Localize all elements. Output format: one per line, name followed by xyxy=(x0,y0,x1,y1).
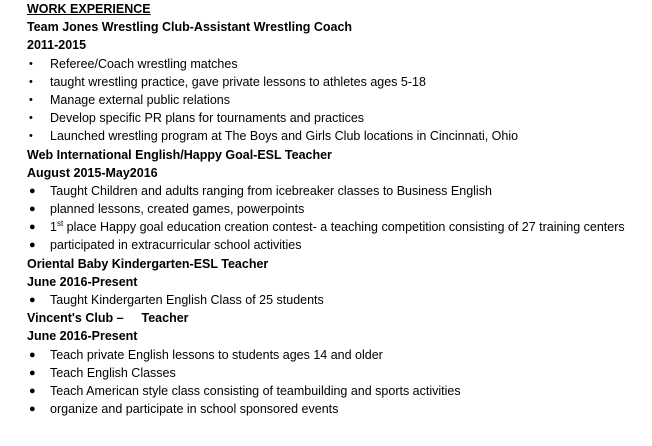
job-title-org: Vincent's Club – xyxy=(27,311,124,326)
job-entry xyxy=(27,255,647,310)
list-item xyxy=(27,55,647,73)
list-item xyxy=(27,182,647,200)
bullet-icon: ● xyxy=(29,184,36,197)
list-item-text: Teach English Classes xyxy=(50,365,176,380)
list-item xyxy=(27,236,647,254)
list-item xyxy=(27,127,647,145)
job-dates: June 2016-Present xyxy=(27,274,138,289)
list-item-text: Taught Kindergarten English Class of 25 students xyxy=(50,293,324,308)
bullet-icon: • xyxy=(29,112,33,125)
list-item xyxy=(27,382,647,400)
bullet-icon: ● xyxy=(29,384,36,397)
award-number: 1 xyxy=(50,220,57,235)
bullet-icon: ● xyxy=(29,366,36,379)
bullet-icon: • xyxy=(29,130,33,143)
section-title: WORK EXPERIENCE xyxy=(27,2,151,16)
bullet-icon: • xyxy=(29,93,33,106)
job-entry xyxy=(27,18,647,145)
bullet-icon: ● xyxy=(29,348,36,361)
list-item xyxy=(27,73,647,91)
list-item-text: Teach American style class consisting of teambuilding and sports activities xyxy=(50,383,461,398)
list-item xyxy=(27,109,647,127)
list-item-text: Manage external public relations xyxy=(50,92,230,107)
list-item xyxy=(27,346,647,364)
list-item-text: planned lessons, created games, powerpoints xyxy=(50,202,305,217)
bullet-icon: • xyxy=(29,75,33,88)
job-dates: June 2016-Present xyxy=(27,329,138,344)
list-item xyxy=(27,91,647,109)
list-item-text: Teach private English lessons to students ages 14 and older xyxy=(50,347,383,362)
bullet-icon: ● xyxy=(29,294,36,307)
list-item-text: participated in extracurricular school activities xyxy=(50,238,302,253)
list-item xyxy=(27,200,647,218)
bullet-icon: ● xyxy=(29,403,36,416)
job-title: Web International English/Happy Goal-ESL Teacher xyxy=(27,147,332,162)
job-title xyxy=(27,309,647,327)
award-text: place Happy goal education creation contest- a teaching competition consisting of 27 training centers xyxy=(63,220,625,235)
job-dates: August 2015-May2016 xyxy=(27,165,158,180)
bullet-icon: • xyxy=(29,57,33,70)
list-item-text: Referee/Coach wrestling matches xyxy=(50,56,238,71)
bullet-icon: ● xyxy=(29,203,36,216)
job-title-role: Teacher xyxy=(141,311,189,326)
job-title: Team Jones Wrestling Club-Assistant Wrestling Coach xyxy=(27,20,353,35)
bullet-icon: ● xyxy=(29,239,36,252)
list-item-text: Develop specific PR plans for tournaments and practices xyxy=(50,111,365,126)
award-suffix: st xyxy=(56,219,64,229)
list-item-text: Taught Children and adults ranging from icebreaker classes to Business English xyxy=(50,183,492,198)
list-item xyxy=(27,291,647,309)
job-entry xyxy=(27,309,647,418)
list-item xyxy=(27,400,647,418)
list-item-text: organize and participate in school sponsored events xyxy=(50,402,339,417)
bullet-icon: ● xyxy=(29,221,36,234)
resume-document xyxy=(27,0,647,418)
list-item xyxy=(27,218,650,236)
list-item-text: Launched wrestling program at The Boys and Girls Club locations in Cincinnati, Ohio xyxy=(50,129,519,144)
job-dates: 2011-2015 xyxy=(27,38,87,53)
job-entry xyxy=(27,146,647,255)
list-item xyxy=(27,364,647,382)
job-title: Oriental Baby Kindergarten-ESL Teacher xyxy=(27,256,269,271)
list-item-text: taught wrestling practice, gave private lessons to athletes ages 5-18 xyxy=(50,74,426,89)
